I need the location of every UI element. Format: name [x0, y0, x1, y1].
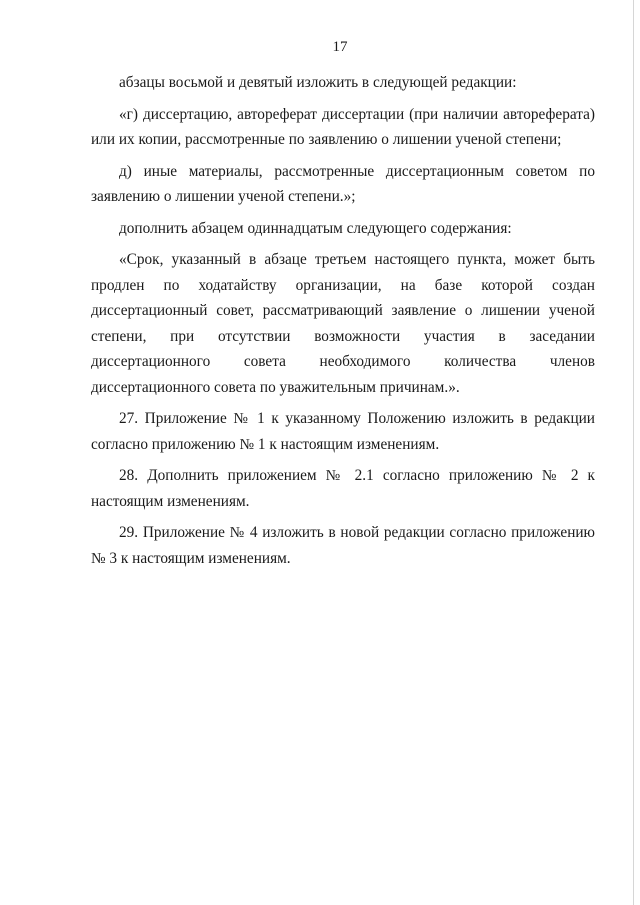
paragraph-item-29: 29. Приложение № 4 изложить в новой редакции согласно приложению № 3 к настоящим изменениям. [91, 524, 595, 567]
page-number: 17 [332, 39, 348, 55]
page-edge-line [633, 0, 634, 905]
document-body [91, 70, 595, 577]
paragraph-intro-paragraphs-8-9: абзацы восьмой и девятый изложить в следующей редакции: [119, 74, 517, 91]
paragraph-item-27: 27. Приложение № 1 к указанному Положению изложить в редакции согласно приложению № 1 к настоящим изменениям. [91, 410, 595, 453]
paragraph-item-g: «г) диссертацию, автореферат диссертации (при наличии автореферата) или их копии, рассмотренные по заявлению о лишении ученой степени; [91, 105, 595, 148]
paragraph-deadline-extension: «Срок, указанный в абзаце третьем настоящего пункта, может быть продлен по ходатайству организации, на базе которой создан диссертационный совет, рассматривающий заявление о лишении ученой степени, при отсутствии возможности участия в заседании диссертационного совета необходимого количества членов диссертационного совета по уважительным причинам.». [91, 251, 595, 396]
paragraph-item-d: д) иные материалы, рассмотренные диссертационным советом по заявлению о лишении ученой степени.»; [91, 162, 595, 205]
paragraph-item-28: 28. Дополнить приложением № 2.1 согласно приложению № 2 к настоящим изменениям. [91, 467, 595, 510]
paragraph-add-eleventh: дополнить абзацем одиннадцатым следующего содержания: [119, 219, 512, 237]
